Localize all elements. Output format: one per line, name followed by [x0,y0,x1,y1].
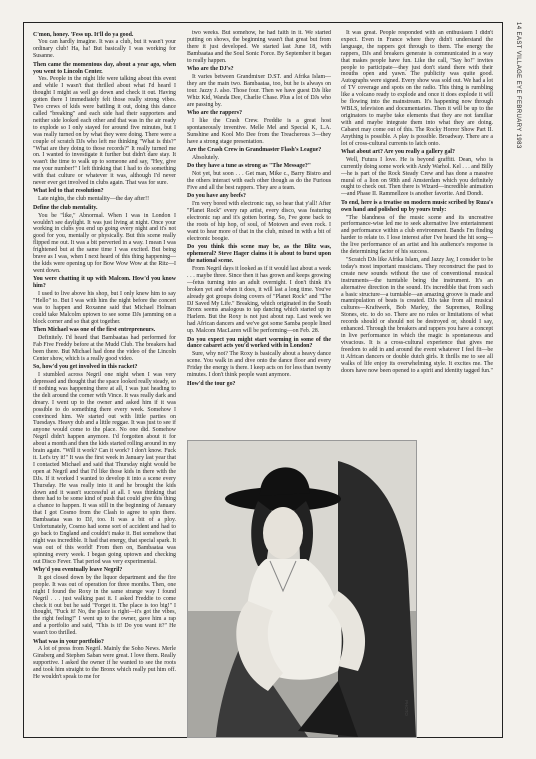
interview-answer: I'm very bored with electronic rap, so hear that y'all! After "Planet Rock" every rap artist, every disco, was featuring electronic rap and it's gotten boring. So, I've gone back to the roots of hip hop, of soul, of Motown and even rock. I want to hear more of that in the club, mixed in with a bit of electronic boogie. [187,201,331,242]
interview-answer: Sure, why not? The Roxy is basically about a heavy dance scene. You walk in and dive onto the dance floor and every Friday the energy is there. I keep acts on for less than twenty minutes. I don't think people want anymore. [187,351,331,379]
interview-question: Then Michael was one of the first entrepreneurs. [33,327,156,334]
interview-question: How'd the tour go? [187,380,236,387]
interview-answer: You be "like," Abnormal. When I was in London I wouldn't see daylight. It was just living at night. Once your working in clubs you end up going every night and it's not good for you, mentally or physically. But this scene really flipped me out. It was a bit perverted in a way. I mean I was frightened but at the same time I was excited. But being brave as I was, when I next heard of this thing happening—the kids were opening up for Bow Wow Wow at the Ritz—I went down. [33,212,176,274]
interview-answer: Absolutely. [192,154,219,161]
interview-question: Do they have a tune as strong as "The Message?" [187,163,312,170]
interview-question: Do you think this scene may be, as the Blitz was, ephemeral? Steve Hager claims it is about to burst upon the national scene. [187,244,331,265]
interview-answer: You can hardly imagine. It was a club, but it wasn't your ordinary club! Ha, ha! But basically I was working for Susanne. [33,39,176,60]
interview-question: C'mon, honey. 'Fess up. It'll do ya good. [33,31,134,38]
interview-answer: From Negril days it looked as if it would last about a week . . . maybe three. Since then it has grown and keeps growing—fetus turning into an adult overnight. I don't think it's broken yet and when it does, it will last a long time. You've already got groups doing covers of "Planet Rock" and "The DJ Saved My Life." Breaking, which originated in the South Bronx seems analogous to tap dancing which started up in Harlem. But the Roxy is not just about rap. Last week we had African dancers and we've got some Samba people lined up. Malcom MacLaren will be performing—on Feb. 28. [187,266,331,335]
interview-answer: Yes. People in the night life were talking about this event and while I wasn't that thrilled about what I'd heard I thought I might as well go down and check it out. Having gotten there I immediately felt those really strong vibes. Two crews of kids were battling it out, doing this dance called "breaking" and each side had their supporters and neither side looked each other and that was in the air ready to explode so I only stayed for around five minutes, but I was really turned on by what they were doing. There were a couple of scratch DJs who left me thinking "What is this?" "What are they doing to those records?" It really turned me on. I wanted to investigate it further but didn't dare stay. It wasn't the time to walk up to someone and say, "Hey, give me your number!" I left thinking that I had to do something with that culture or whatever it was, although I'd never never ever get involved in clubs again. That was for sure. [33,76,176,187]
portrait-photo [187,440,417,738]
interview-question: You were chatting it up with Malcom. How'd you know him? [33,276,176,290]
interview-answer: Well, Futura I love. He is beyond graffiti. Dean, who is currently doing some work with Andy Warhol. Kel . . . and Billy—he is part of the Rock Steady Crew and has done a massive mural of a lion on 98th and Amsterdam which you definitely ought to check out. Then there is Wizard—incredible animation—and Phase II. Rammellzee is another favorite. And Dondi. [341,156,493,198]
interview-answer: Late nights, the club mentality—the day after!! [38,196,150,203]
interview-answer: I like the Crash Crew. Freddie is a great host spontaneously inventive. Melle Mel and Special K, L.A. Sunshine and Kool Mo Dee from the Treacherous 3—they have a strong stage presentation. [187,117,331,145]
interview-question: What about art? Are you really a gallery gal? [341,148,455,155]
interview-answer: "Scratch DJs like Afrika Islam, and Jazzy Jay, I consider to be today's most important musicians. They reconstruct the past to create new sounds without the use of conventional musical instruments—the turntable being the instrument. It's an alternative direction in the sound. It's incredible that from such a basic structure—a turntable—an amazing groove is made and mannipulation of beats is created. DJs take from all musical cultures—Kraftwerk, Bob Marley, the Supremes, Rolling Stones, etc. to do so. There are no rules or limitations of what records should or should not be destroyed or, should I say, enhanced. Through the breakers and rappers you have a concept in live performance in which the magic is spontaneous and vivacious. It is a cross-cultural experience that gives me freedom to add in and around the event whatever I feel fit—be it African dancers or double dutch girls. It thrills me to see all walks of life enjoy its overwhelming style. It excites me. The doors have now been opened to a spirit and identity tagged fun." [341,257,493,374]
interview-question: Then came the momentous day, about a year ago, when you went to Lincoln Center. [33,61,176,75]
interview-answer: two weeks. But somehow, he had faith in it. We started putting on shows, the beginning wasn't that great but from there it just developed. We started last June 18, with Bambaataa and the Soul Sonic Force. By September it began to really happen. [187,30,331,64]
column-2 [187,30,331,440]
interview-question: Are the Crash Crew in Grandmaster Flash's League? [187,147,322,153]
portrait-illustration [188,441,416,737]
interview-answer: It was great. People responded with an enthusiasm I didn't expect. Even in France where they didn't understand the language, the rappers got through to them. The energy the rappers, DJs and breakers generate is communicated in a way that makes people have fun. Like the call, "Say ho!" invites people to participate—they just don't stand there with their mouths open and yawn. The publicity was quite good. Autographs were signed. Every show was sold out. We had a lot of TV coverage and spots on the radio. This thing is rumbling like a volcano ready to explode and once it does explode it will be flowing into the mainstream. It's happening now through WBLS, television and documentaries. Then it will be up to the originators to maybe take elements that they are not familiar with and maybe integrate them into what they are doing. Cabaret may come out of this. The Rocky Horror Show Part II. Anything is possible. A play is possible. Broadway. There are a lot of cross-cultural currents to latch onto. [341,30,493,147]
interview-question: Define the club mentality. [33,204,98,211]
interview-question: Do you have any beefs? [187,193,246,200]
interview-question: So, how'd you get involved in this racket? [33,364,138,371]
interview-question: What led to that resolution? [33,188,104,195]
spine-masthead: 14 EAST VILLAGE EYE FEBRUARY 1983 [515,22,521,149]
interview-question: Who are the rappers? [187,109,243,116]
interview-answer: Definitely. I'd heard that Bambaataa had performed for Fab Five Freddy before at the Mudd Club. The breakers had been there. But Michael had done the video of the Lincoln Center show, which is a really good video. [33,335,176,362]
interview-answer: It got closed down by the liquor department and the fire people. It was out of operation for three months. Then, one night I found the Roxy in the same strange way I found Negril . . . just walking past it. I asked Freddie to come check it out but he said "Forget it. The place is too big!" I thought, "Fuck it! No, the place is right—it's got the vibes, the right feeling!" I went up to the owner, gave him a rap and a portfolio and said, "This is it! Do you want it?" He wasn't too thrilled. [33,574,176,637]
interview-answer: "The blandness of the music scene and its uncreative performance-wise led me to seek alternative live entertainment and performance within a club environment. Bands I'm finding harder to relate to. I lose interest after I've heard the hit song—the live performance of an artist and his audience's response is the determining factor of his success. [341,214,493,256]
column-1 [33,30,176,730]
photo-credit: PHOTO [404,700,409,716]
interview-question: To end, here is a treatise on modern music scribed by Ruza's own hand and polished up by yours truly: [341,199,493,213]
interview-question: Who are the DJ's? [187,66,234,73]
interview-answer: Not yet, but soon . . . Get man, Mike c., Barry Bistro and the others interact with each other though as do the Furious Five and all the best rappers. They are a team. [187,171,331,192]
interview-answer: I used to live above his shop, but I only knew him to say "Hello" to. But I was with him the night before the concert was to happen and Roxanne said that Michael Holman could take Malcolm uptown to see some DJs jamming on a block corner and so that got together. [33,291,176,325]
interview-answer: A lot of press from Negril. Mainly the Soho News. Merle Ginsberg and Stephen Saban were great. I love them. Really supportive. I asked the owner if he wanted to see the roots and took him straight to the Bronx which really put him off. He wouldn't speak to me for [33,646,176,681]
interview-answer: It varies between Grandmixer D.ST. and Afrika Islam—they are the main two. Bambaataa, too, but he is always on tour. Jazzy J. also. Those four. Then we have guest DJs like Whiz Kid, Wanda Dee, Charlie Chase. Plus a lot of DJs who are passing by. [187,73,331,108]
interview-question: Why'd you eventually leave Negril? [33,566,123,573]
interview-answer: I stumbled across Negril one night when I was very depressed and thought that the space looked really steady, so if nothing was happening there at all, I was just heading to the deli around the corner with Vince. It was really dark and dreary. I went up to the owner and asked him if it was possible to do something there every week. Somehow I convinced him. We started out with little parties on Tuesdays. Heavy dub and a little reggae. It was just to see if anyone would come to the place. No one did. Somehow Negril didn't happen anymore. I'd forgotten about it for about a month and then the kids started rolling around in my brain again. "Will it work? Can it work? I don't know. Fuck it. Let's try it!" It was the first week in January last year that I contacted Michael and said that Thursday night would be open at Negril and that I'd like those kids in there with the DJs. If it worked I wanted to develop it into a scene every Thursday. He was really into it and he brought the kids down and it wasn't successful at all. I was thinking that there had to be some kind of push that could give this thing a chance to happen. It was still in the beginning of January that I got Cosmo from the Clash to agree to spin there. Bambaataa was to DJ, too. It was a bit of a ploy. Unfortunately, Cosmo had some sort of accident and had to go back to England and couldn't make it. But somehow that night was incredible. It had that energy, that special spark. It was out of this world! From then on, Bambaataa was spinning every week. I began going uptown and checking out Disco Fever. That period was very experimental. [33,372,176,565]
interview-question: Do you expect you might start worming in some of the dance cabaret acts you'd worked with in London? [187,336,331,350]
interview-question: What was in your portfolio? [33,638,104,645]
